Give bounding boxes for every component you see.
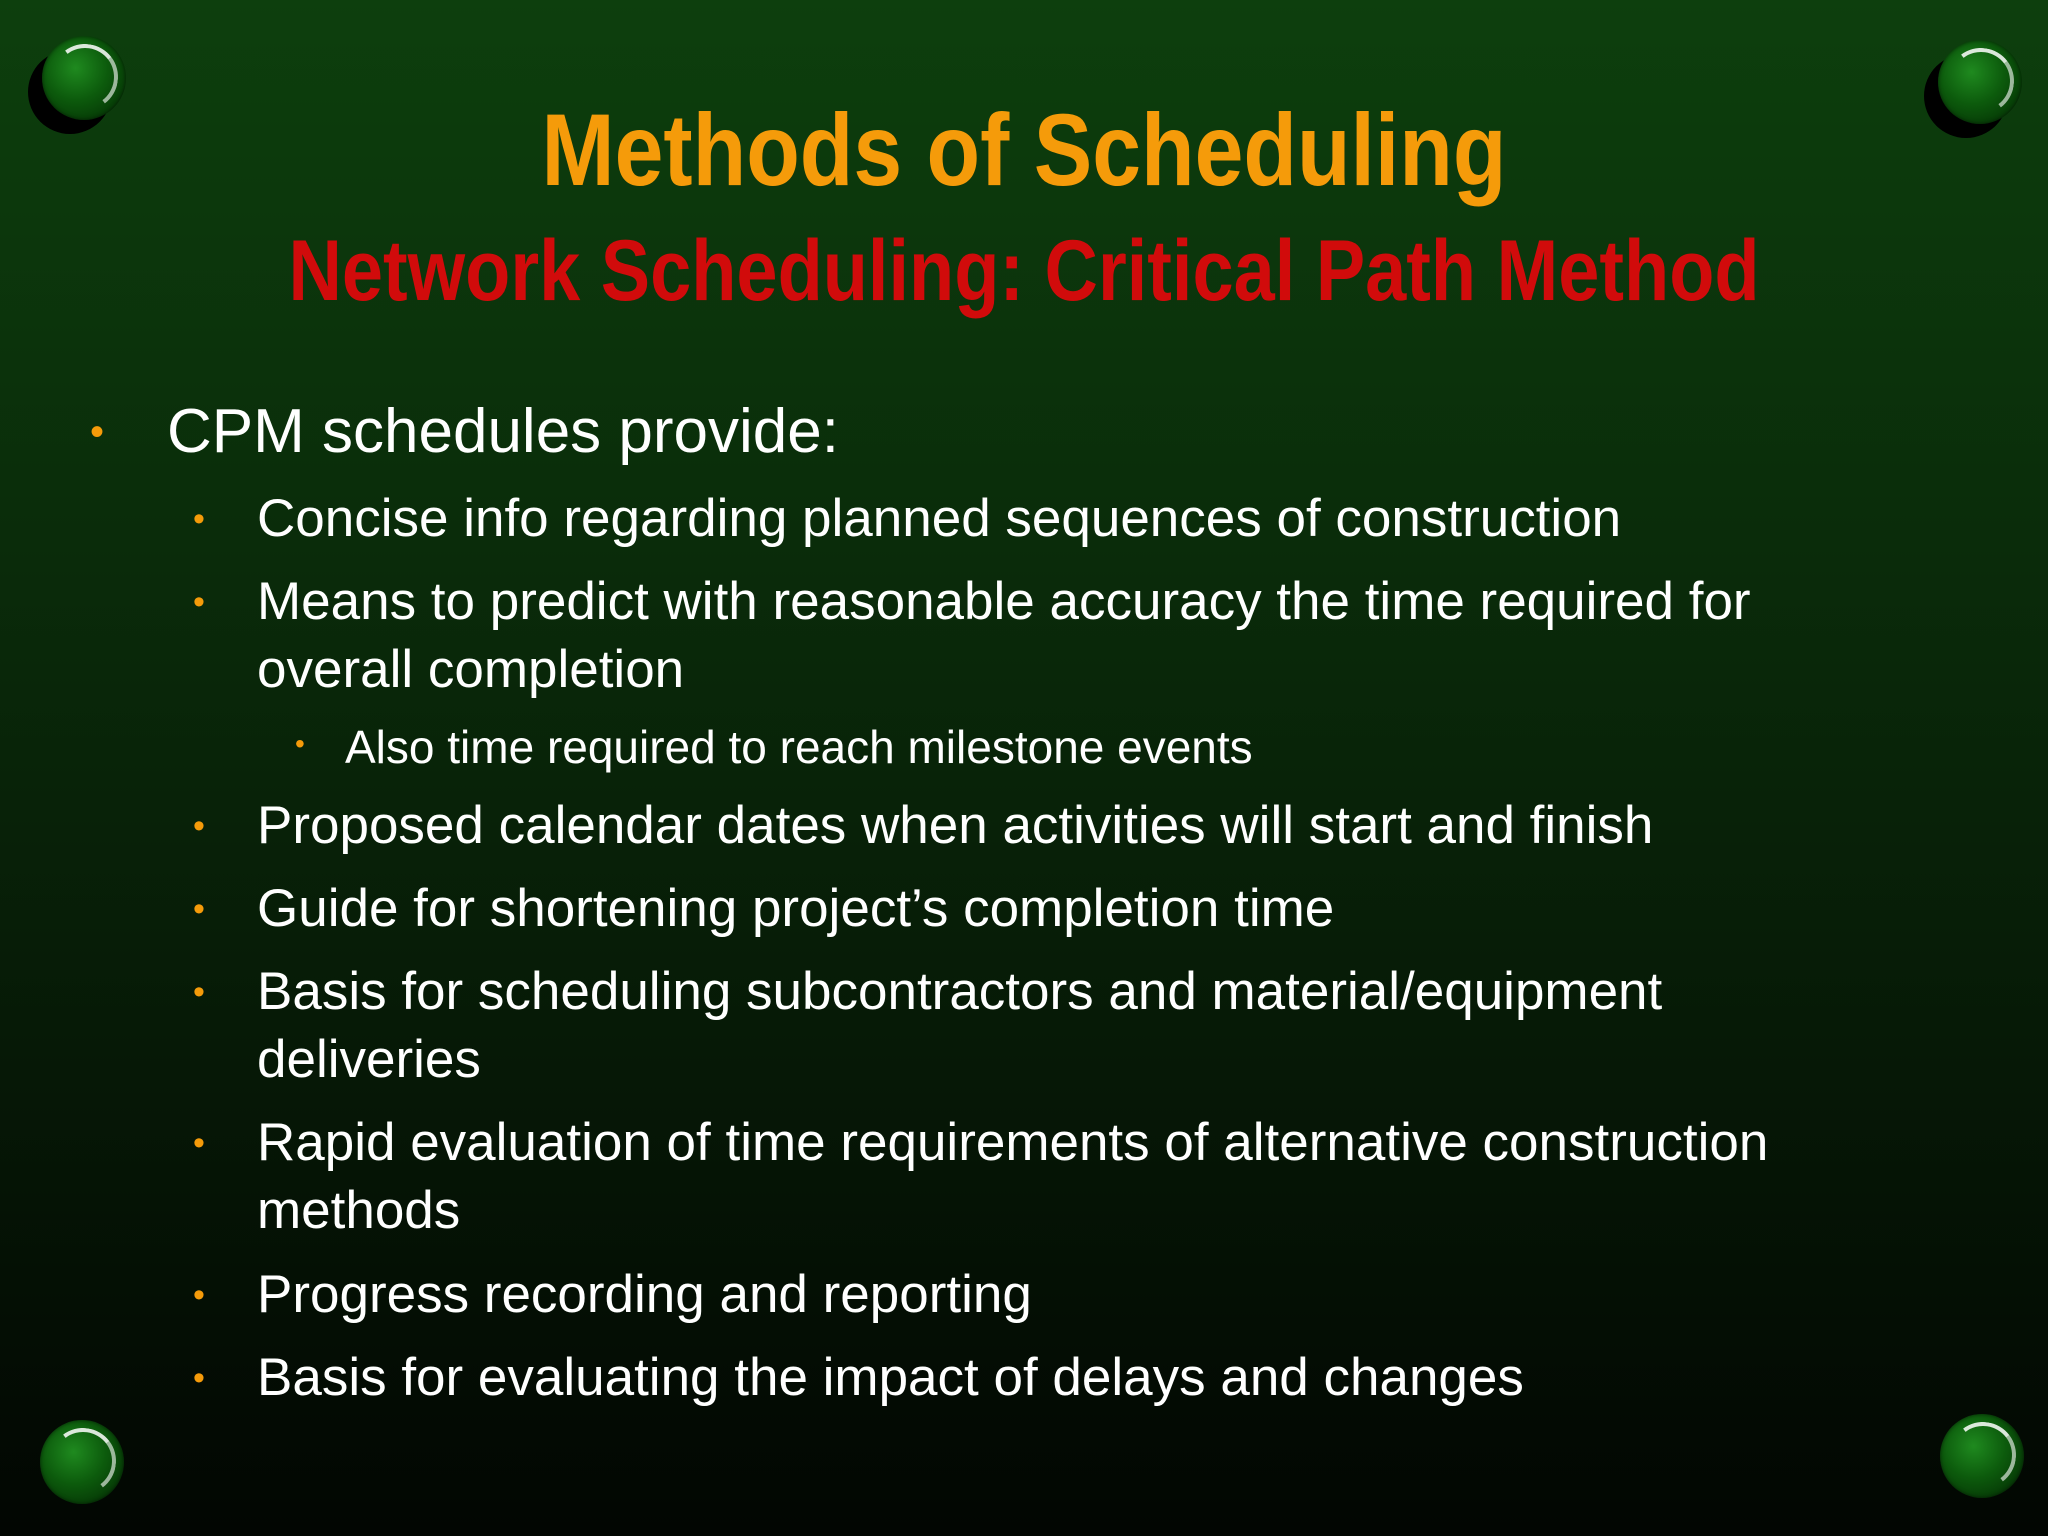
main-point: CPM schedules provide: [167, 397, 839, 466]
bullet-icon: • [193, 890, 205, 928]
list-item: Concise info regarding planned sequences of construction [257, 489, 1622, 548]
list-item-continuation: deliveries [257, 1030, 481, 1089]
bullet-icon: • [193, 1276, 205, 1314]
list-item: Basis for scheduling subcontractors and material/equipment [257, 962, 1663, 1021]
list-item: Progress recording and reporting [257, 1265, 1032, 1324]
list-item-continuation: methods [257, 1181, 461, 1240]
list-item: Guide for shortening project’s completion time [257, 879, 1335, 938]
list-item: Means to predict with reasonable accuracy the time required for [257, 572, 1751, 631]
list-item: Basis for evaluating the impact of delays and changes [257, 1348, 1524, 1407]
slide-subtitle: Network Scheduling: Critical Path Method [288, 223, 1760, 319]
sub-list-item: Also time required to reach milestone events [345, 721, 1253, 773]
list-item: Proposed calendar dates when activities will start and finish [257, 796, 1654, 855]
bullet-icon: • [193, 973, 205, 1011]
bullet-icon: • [295, 728, 305, 759]
bullet-icon: • [193, 807, 205, 845]
list-item-continuation: overall completion [257, 640, 685, 699]
bullet-icon: • [193, 500, 205, 538]
bullet-icon: • [193, 583, 205, 621]
bullet-icon: • [90, 410, 105, 454]
bullet-icon: • [193, 1359, 205, 1397]
bullet-icon: • [193, 1124, 205, 1162]
list-item: Rapid evaluation of time requirements of alternative construction [257, 1113, 1769, 1172]
slide-title: Methods of Scheduling [541, 93, 1507, 207]
